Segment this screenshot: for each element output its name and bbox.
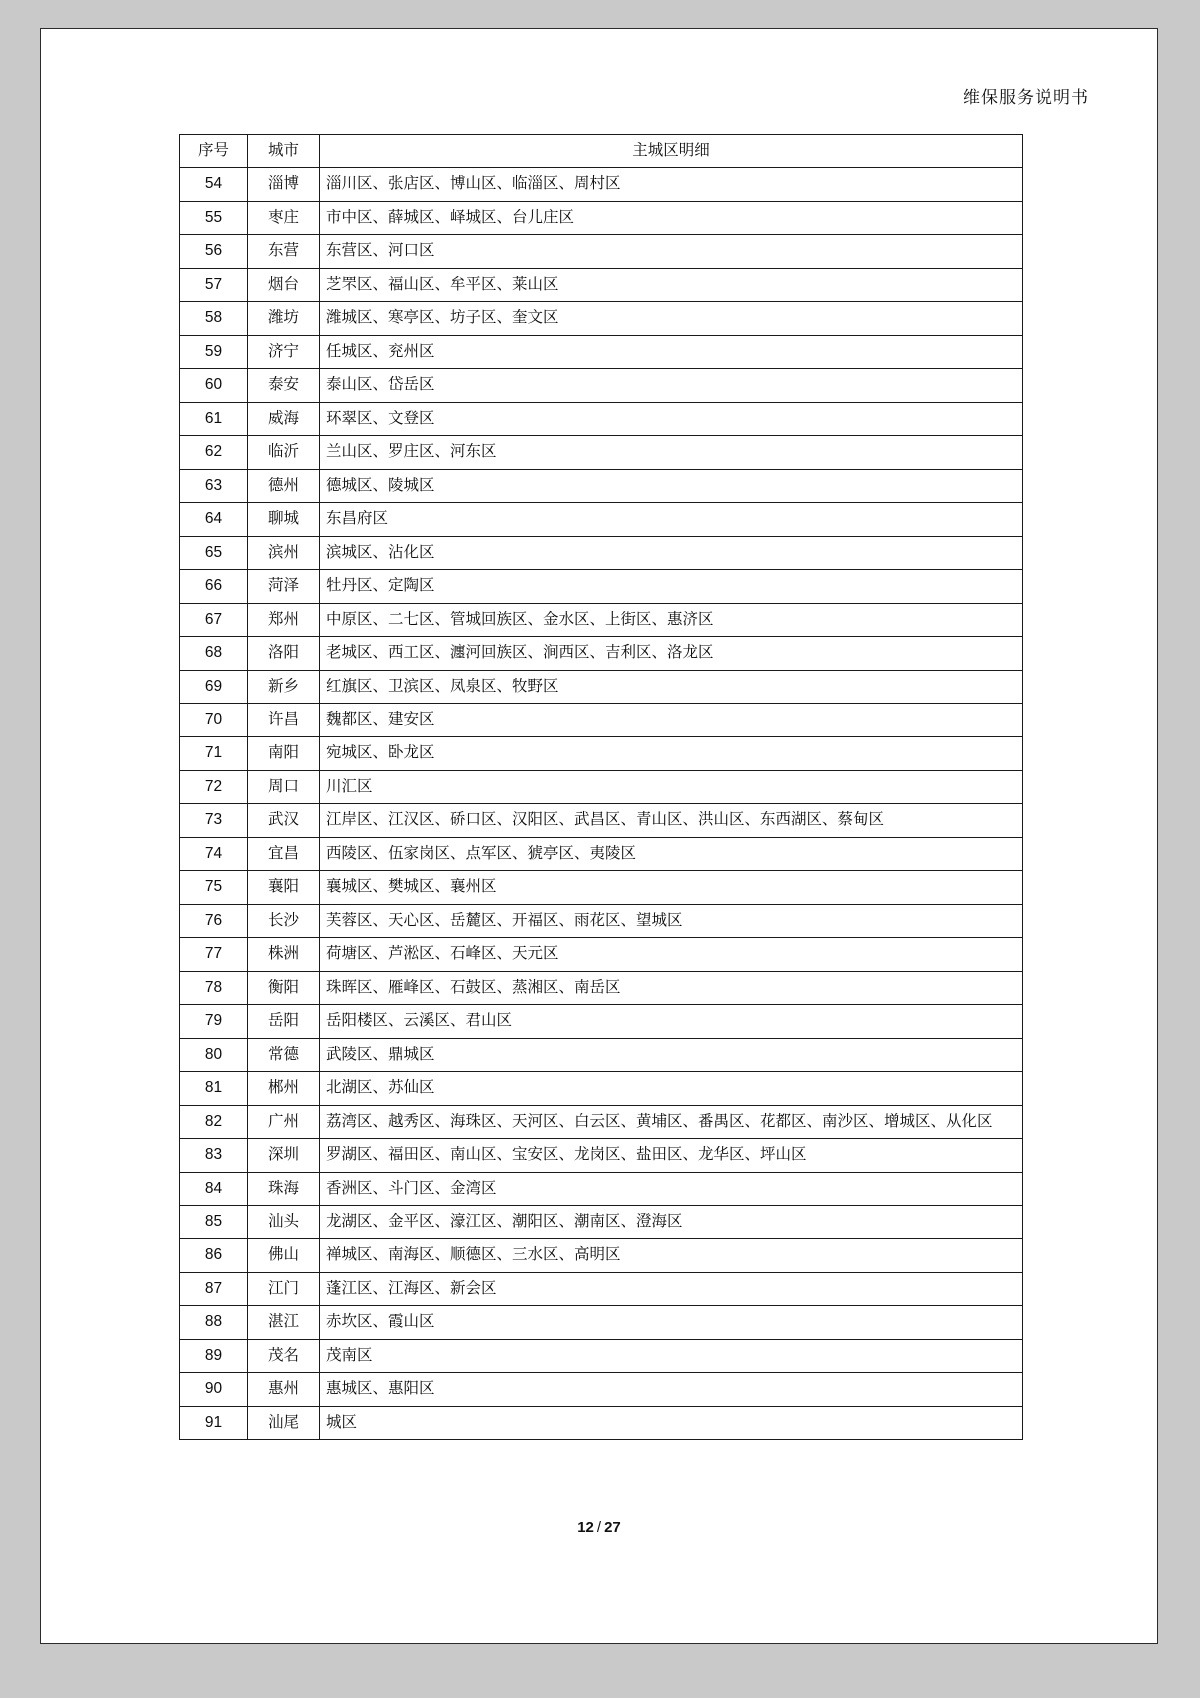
cell-city: 潍坊 <box>248 302 320 335</box>
cell-city: 新乡 <box>248 670 320 703</box>
table-row <box>180 402 1023 435</box>
table-header <box>180 135 1023 168</box>
cell-city: 广州 <box>248 1105 320 1138</box>
cell-no: 78 <box>180 971 248 1004</box>
cell-no: 83 <box>180 1139 248 1172</box>
table-row <box>180 436 1023 469</box>
table-row <box>180 971 1023 1004</box>
table-row <box>180 1272 1023 1305</box>
table-row <box>180 1239 1023 1272</box>
table-row <box>180 1373 1023 1406</box>
table-row <box>180 1339 1023 1372</box>
table-row <box>180 871 1023 904</box>
cell-no: 62 <box>180 436 248 469</box>
city-district-table-wrapper <box>179 134 1022 1440</box>
cell-detail: 滨城区、沾化区 <box>320 536 1023 569</box>
cell-no: 75 <box>180 871 248 904</box>
column-header-no: 序号 <box>180 135 248 168</box>
table-row <box>180 670 1023 703</box>
cell-no: 63 <box>180 469 248 502</box>
cell-detail: 珠晖区、雁峰区、石鼓区、蒸湘区、南岳区 <box>320 971 1023 1004</box>
table-row <box>180 268 1023 301</box>
cell-city: 淄博 <box>248 168 320 201</box>
cell-no: 57 <box>180 268 248 301</box>
cell-detail: 东昌府区 <box>320 503 1023 536</box>
cell-city: 珠海 <box>248 1172 320 1205</box>
table-row <box>180 737 1023 770</box>
cell-city: 东营 <box>248 235 320 268</box>
cell-city: 株洲 <box>248 938 320 971</box>
cell-detail: 淄川区、张店区、博山区、临淄区、周村区 <box>320 168 1023 201</box>
table-row <box>180 469 1023 502</box>
cell-detail: 茂南区 <box>320 1339 1023 1372</box>
cell-detail: 市中区、薛城区、峄城区、台儿庄区 <box>320 201 1023 234</box>
cell-no: 66 <box>180 570 248 603</box>
cell-detail: 魏都区、建安区 <box>320 703 1023 736</box>
cell-no: 54 <box>180 168 248 201</box>
cell-no: 67 <box>180 603 248 636</box>
cell-city: 滨州 <box>248 536 320 569</box>
cell-detail: 惠城区、惠阳区 <box>320 1373 1023 1406</box>
cell-city: 武汉 <box>248 804 320 837</box>
footer-separator: / <box>596 1519 602 1536</box>
document-page <box>40 28 1158 1644</box>
cell-detail: 宛城区、卧龙区 <box>320 737 1023 770</box>
column-header-city: 城市 <box>248 135 320 168</box>
table-row <box>180 1072 1023 1105</box>
cell-city: 汕尾 <box>248 1406 320 1439</box>
cell-city: 临沂 <box>248 436 320 469</box>
table-row <box>180 1038 1023 1071</box>
cell-detail: 荷塘区、芦淞区、石峰区、天元区 <box>320 938 1023 971</box>
cell-city: 江门 <box>248 1272 320 1305</box>
footer-total-pages: 27 <box>604 1519 621 1536</box>
table-row <box>180 235 1023 268</box>
table-row <box>180 201 1023 234</box>
cell-detail: 东营区、河口区 <box>320 235 1023 268</box>
cell-detail: 禅城区、南海区、顺德区、三水区、高明区 <box>320 1239 1023 1272</box>
cell-city: 常德 <box>248 1038 320 1071</box>
cell-city: 岳阳 <box>248 1005 320 1038</box>
cell-city: 茂名 <box>248 1339 320 1372</box>
cell-no: 58 <box>180 302 248 335</box>
table-row <box>180 1406 1023 1439</box>
table-row <box>180 1139 1023 1172</box>
cell-detail: 江岸区、江汉区、硚口区、汉阳区、武昌区、青山区、洪山区、东西湖区、蔡甸区 <box>320 804 1023 837</box>
cell-city: 威海 <box>248 402 320 435</box>
cell-city: 惠州 <box>248 1373 320 1406</box>
table-row <box>180 1206 1023 1239</box>
cell-city: 济宁 <box>248 335 320 368</box>
cell-no: 56 <box>180 235 248 268</box>
cell-city: 聊城 <box>248 503 320 536</box>
cell-no: 71 <box>180 737 248 770</box>
cell-detail: 德城区、陵城区 <box>320 469 1023 502</box>
cell-detail: 牡丹区、定陶区 <box>320 570 1023 603</box>
cell-no: 74 <box>180 837 248 870</box>
table-row <box>180 1005 1023 1038</box>
cell-detail: 城区 <box>320 1406 1023 1439</box>
cell-no: 77 <box>180 938 248 971</box>
cell-no: 59 <box>180 335 248 368</box>
footer-current-page: 12 <box>577 1519 594 1536</box>
cell-no: 87 <box>180 1272 248 1305</box>
cell-no: 86 <box>180 1239 248 1272</box>
cell-detail: 西陵区、伍家岗区、点军区、猇亭区、夷陵区 <box>320 837 1023 870</box>
cell-no: 80 <box>180 1038 248 1071</box>
cell-no: 88 <box>180 1306 248 1339</box>
cell-no: 90 <box>180 1373 248 1406</box>
table-row <box>180 904 1023 937</box>
table-row <box>180 637 1023 670</box>
cell-no: 68 <box>180 637 248 670</box>
cell-detail: 环翠区、文登区 <box>320 402 1023 435</box>
cell-no: 69 <box>180 670 248 703</box>
cell-city: 深圳 <box>248 1139 320 1172</box>
cell-detail: 潍城区、寒亭区、坊子区、奎文区 <box>320 302 1023 335</box>
table-row <box>180 503 1023 536</box>
cell-detail: 芙蓉区、天心区、岳麓区、开福区、雨花区、望城区 <box>320 904 1023 937</box>
cell-no: 84 <box>180 1172 248 1205</box>
cell-detail: 岳阳楼区、云溪区、君山区 <box>320 1005 1023 1038</box>
cell-city: 洛阳 <box>248 637 320 670</box>
table-row <box>180 603 1023 636</box>
table-row <box>180 570 1023 603</box>
cell-no: 81 <box>180 1072 248 1105</box>
cell-no: 76 <box>180 904 248 937</box>
cell-no: 82 <box>180 1105 248 1138</box>
cell-detail: 老城区、西工区、瀍河回族区、涧西区、吉利区、洛龙区 <box>320 637 1023 670</box>
table-header-row <box>180 135 1023 168</box>
cell-city: 泰安 <box>248 369 320 402</box>
cell-detail: 荔湾区、越秀区、海珠区、天河区、白云区、黄埔区、番禺区、花都区、南沙区、增城区、从化区 <box>320 1105 1023 1138</box>
table-row <box>180 369 1023 402</box>
cell-no: 79 <box>180 1005 248 1038</box>
table-row <box>180 335 1023 368</box>
table-row <box>180 938 1023 971</box>
city-district-table <box>179 134 1023 1440</box>
cell-detail: 襄城区、樊城区、襄州区 <box>320 871 1023 904</box>
table-row <box>180 770 1023 803</box>
cell-no: 70 <box>180 703 248 736</box>
cell-city: 湛江 <box>248 1306 320 1339</box>
cell-detail: 赤坎区、霞山区 <box>320 1306 1023 1339</box>
cell-city: 德州 <box>248 469 320 502</box>
cell-city: 郴州 <box>248 1072 320 1105</box>
cell-no: 64 <box>180 503 248 536</box>
cell-city: 周口 <box>248 770 320 803</box>
cell-detail: 龙湖区、金平区、濠江区、潮阳区、潮南区、澄海区 <box>320 1206 1023 1239</box>
cell-detail: 任城区、兖州区 <box>320 335 1023 368</box>
table-row <box>180 1172 1023 1205</box>
table-row <box>180 837 1023 870</box>
cell-detail: 泰山区、岱岳区 <box>320 369 1023 402</box>
table-row <box>180 703 1023 736</box>
cell-no: 55 <box>180 201 248 234</box>
cell-no: 91 <box>180 1406 248 1439</box>
table-row <box>180 804 1023 837</box>
cell-no: 85 <box>180 1206 248 1239</box>
cell-detail: 罗湖区、福田区、南山区、宝安区、龙岗区、盐田区、龙华区、坪山区 <box>320 1139 1023 1172</box>
cell-detail: 武陵区、鼎城区 <box>320 1038 1023 1071</box>
cell-city: 长沙 <box>248 904 320 937</box>
cell-city: 襄阳 <box>248 871 320 904</box>
cell-city: 菏泽 <box>248 570 320 603</box>
table-row <box>180 1105 1023 1138</box>
table-body <box>180 168 1023 1440</box>
cell-detail: 红旗区、卫滨区、凤泉区、牧野区 <box>320 670 1023 703</box>
cell-no: 60 <box>180 369 248 402</box>
table-row <box>180 1306 1023 1339</box>
column-header-detail: 主城区明细 <box>320 135 1023 168</box>
cell-city: 衡阳 <box>248 971 320 1004</box>
cell-city: 许昌 <box>248 703 320 736</box>
cell-city: 郑州 <box>248 603 320 636</box>
cell-detail: 兰山区、罗庄区、河东区 <box>320 436 1023 469</box>
cell-detail: 蓬江区、江海区、新会区 <box>320 1272 1023 1305</box>
cell-city: 汕头 <box>248 1206 320 1239</box>
cell-no: 65 <box>180 536 248 569</box>
cell-city: 宜昌 <box>248 837 320 870</box>
cell-detail: 芝罘区、福山区、牟平区、莱山区 <box>320 268 1023 301</box>
cell-detail: 香洲区、斗门区、金湾区 <box>320 1172 1023 1205</box>
page-header-title: 维保服务说明书 <box>963 88 1089 107</box>
cell-city: 枣庄 <box>248 201 320 234</box>
cell-no: 89 <box>180 1339 248 1372</box>
page-footer <box>41 1519 1157 1536</box>
cell-no: 73 <box>180 804 248 837</box>
table-row <box>180 536 1023 569</box>
table-row <box>180 168 1023 201</box>
cell-city: 佛山 <box>248 1239 320 1272</box>
cell-city: 烟台 <box>248 268 320 301</box>
table-row <box>180 302 1023 335</box>
cell-no: 61 <box>180 402 248 435</box>
cell-no: 72 <box>180 770 248 803</box>
cell-detail: 川汇区 <box>320 770 1023 803</box>
cell-detail: 北湖区、苏仙区 <box>320 1072 1023 1105</box>
cell-detail: 中原区、二七区、管城回族区、金水区、上街区、惠济区 <box>320 603 1023 636</box>
cell-city: 南阳 <box>248 737 320 770</box>
